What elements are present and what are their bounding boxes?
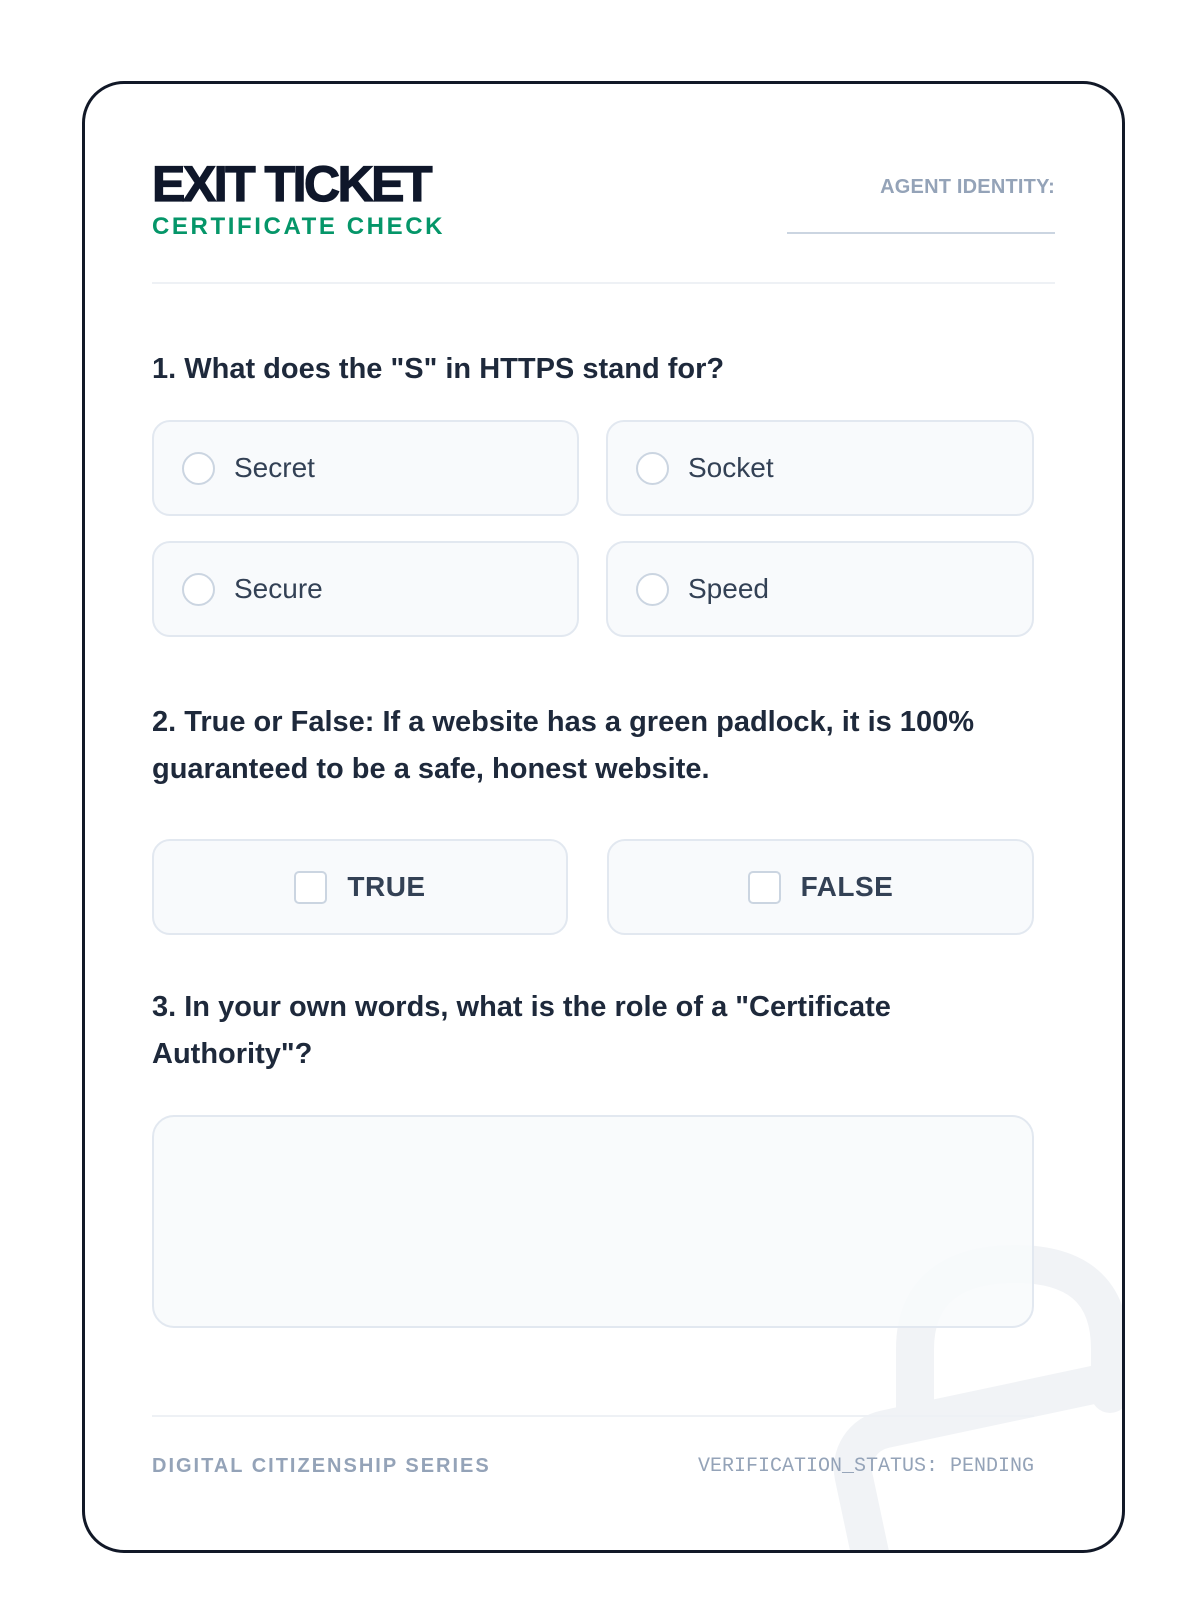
radio-icon[interactable] [636,452,669,485]
agent-identity-label: AGENT IDENTITY: [880,176,1055,198]
ticket-header [152,154,1055,284]
radio-icon[interactable] [636,573,669,606]
series-label: DIGITAL CITIZENSHIP SERIES [152,1455,491,1477]
checkbox-icon[interactable] [748,871,781,904]
question-3-text: 3. In your own words, what is the role of a "Certificate Authority"? [152,991,891,1070]
false-label: FALSE [800,871,894,902]
option-label: Socket [688,452,774,483]
option-secure[interactable] [152,541,579,637]
question-1-text: 1. What does the "S" in HTTPS stand for? [152,353,725,385]
option-label: Secure [234,573,323,604]
question-2-text: 2. True or False: If a website has a green padlock, it is 100% guaranteed to be a safe, honest website. [152,706,974,785]
option-secret[interactable] [152,420,579,516]
checkbox-icon[interactable] [294,871,327,904]
option-speed[interactable] [606,541,1034,637]
ticket-footer [152,1415,1034,1495]
page-title: EXIT TICKET [152,156,431,212]
option-socket[interactable] [606,420,1034,516]
answer-textarea[interactable] [152,1115,1034,1328]
option-label: Secret [234,452,315,483]
radio-icon[interactable] [182,573,215,606]
page-subtitle: CERTIFICATE CHECK [152,213,446,240]
verification-status: VERIFICATION_STATUS: PENDING [697,1455,1034,1478]
true-option[interactable] [152,839,568,935]
false-option[interactable] [607,839,1034,935]
agent-identity-line[interactable] [787,232,1055,234]
option-label: Speed [688,573,769,604]
radio-icon[interactable] [182,452,215,485]
true-label: TRUE [347,871,426,902]
exit-ticket-card [82,81,1125,1553]
